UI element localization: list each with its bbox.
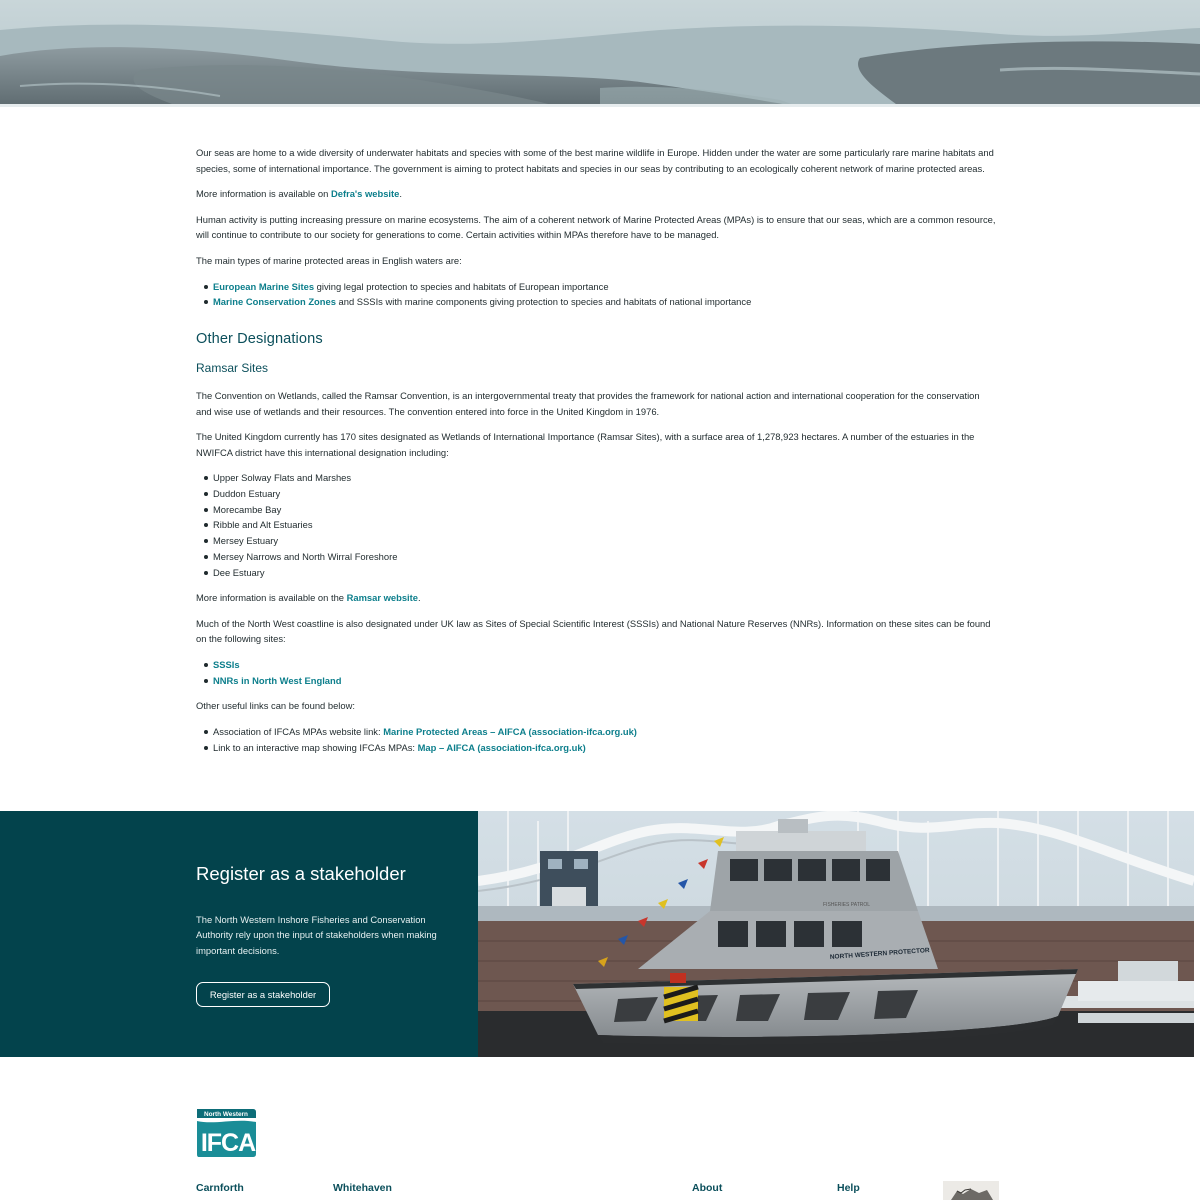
aifca-map-link[interactable]: Map – AIFCA (association-ifca.org.uk): [417, 741, 586, 753]
hero-seascape-graphic: [0, 0, 1200, 107]
list-item: [196, 740, 996, 756]
patrol-boat-photo: [478, 811, 1194, 1057]
intro-paragraph-4: The main types of marine protected areas in English waters are:: [196, 254, 462, 266]
boat-name-label: NORTH WESTERN PROTECTOR: [829, 947, 930, 961]
useful-links-list: [196, 724, 996, 755]
register-stakeholder-button[interactable]: Register as a stakeholder: [196, 982, 330, 1007]
intro-paragraph-3: Human activity is putting increasing pressure on marine ecosystems. The aim of a coherent network of Marine Protected Areas (MPAs) is to ensure that our seas, which are a common resource, will continue to contribute to our society for generations to come. Certain activities within MPAs therefore have to be managed.: [196, 213, 996, 241]
ramsar-more-prefix: More information is available on the: [196, 592, 347, 604]
footer-thumbnail[interactable]: [943, 1181, 999, 1200]
list-item: Mersey Estuary: [196, 533, 996, 549]
aifca-mpa-link[interactable]: Marine Protected Areas – AIFCA (association-ifca.org.uk): [383, 726, 637, 738]
list-item: [196, 673, 996, 689]
list-item: [196, 279, 996, 295]
defra-link[interactable]: Defra's website: [330, 188, 400, 200]
sssis-link[interactable]: SSSIs: [213, 659, 240, 671]
logo-subtitle: North Western: [204, 1111, 248, 1118]
footer-about[interactable]: About: [692, 1182, 723, 1194]
list-item-text: and SSSIs with marine components giving protection to species and habitats of national importance: [335, 296, 752, 308]
list-item: Mersey Narrows and North Wirral Foreshore: [196, 549, 996, 565]
intro-p2-prefix: More information is available on: [196, 188, 331, 200]
list-item: [196, 657, 996, 673]
stakeholder-banner: [0, 811, 1200, 1057]
logo-title: IFCA: [200, 1129, 256, 1157]
hero-image: [0, 0, 1200, 107]
sssi-links-list: [196, 657, 996, 688]
useful-links-paragraph: Other useful links can be found below:: [196, 700, 355, 712]
list-item-text: giving legal protection to species and habitats of European importance: [314, 280, 609, 292]
ramsar-more-suffix: .: [418, 592, 421, 604]
intro-paragraph-2: [196, 186, 996, 202]
ifca-logo[interactable]: [195, 1107, 257, 1157]
ifca-logo-graphic: [195, 1107, 257, 1157]
ramsar-sites-heading: Ramsar Sites: [196, 360, 269, 375]
ramsar-website-link[interactable]: Ramsar website: [346, 592, 418, 604]
list-item-text: Link to an interactive map showing IFCAs MPAs:: [213, 741, 418, 753]
intro-p2-suffix: .: [399, 188, 402, 200]
ramsar-paragraph-1: The Convention on Wetlands, called the Ramsar Convention, is an intergovernmental treaty that provides the framework for national action and international cooperation for the conservation and wise use of wetlands and their resources. The convention entered into force in the United Kingdom in 1976.: [196, 389, 980, 417]
other-designations-heading: Other Designations: [196, 330, 323, 347]
list-item: Morecambe Bay: [196, 502, 996, 518]
stakeholder-heading: Register as a stakeholder: [196, 863, 406, 884]
intro-paragraph-1: Our seas are home to a wide diversity of underwater habitats and species with some of the best marine wildlife in Europe. Hidden under the water are some particularly rare marine habitats and species, some of international importance. The government is aiming to protect habitats and species in our seas by contributing to an ecologically coherent network of marine protected areas.: [196, 147, 994, 174]
european-marine-sites-link[interactable]: European Marine Sites: [213, 280, 315, 292]
footer-carnforth: Carnforth: [196, 1182, 244, 1194]
list-item: [196, 724, 996, 740]
nnrs-link[interactable]: NNRs in North West England: [213, 674, 342, 686]
footer-help[interactable]: Help: [837, 1182, 860, 1194]
ramsar-paragraph-2: The United Kingdom currently has 170 sites designated as Wetlands of International Importance (Ramsar Sites), with a surface area of 1,278,923 hectares. A number of the estuaries in the NWIFCA district have this international designation including:: [196, 431, 975, 458]
list-item: [196, 294, 996, 310]
list-item: Duddon Estuary: [196, 486, 996, 502]
mpa-types-list: [196, 279, 996, 310]
footer-whitehaven: Whitehaven: [333, 1182, 392, 1194]
list-item-text: Association of IFCAs MPAs website link:: [213, 726, 384, 738]
footer-thumbnail-graphic: [943, 1181, 999, 1200]
list-item: Upper Solway Flats and Marshes: [196, 470, 996, 486]
main-content: [196, 145, 996, 765]
sssi-paragraph: Much of the North West coastline is also designated under UK law as Sites of Special Scientific Interest (SSSIs) and National Nature Reserves (NNRs). Information on these sites can be found on the following sites:: [196, 617, 991, 645]
list-item: Dee Estuary: [196, 565, 996, 581]
patrol-boat-graphic: [478, 811, 1194, 1057]
list-item: Ribble and Alt Estuaries: [196, 517, 996, 533]
ramsar-sites-list: [196, 470, 996, 580]
stakeholder-panel: [0, 811, 478, 1057]
boat-cabin-label: FISHERIES PATROL: [823, 902, 871, 908]
stakeholder-description: The North Western Inshore Fisheries and Conservation Authority rely upon the input of stakeholders when making important decisions.: [196, 914, 437, 956]
marine-conservation-zones-link[interactable]: Marine Conservation Zones: [213, 296, 336, 308]
ramsar-more-info: [196, 590, 996, 606]
